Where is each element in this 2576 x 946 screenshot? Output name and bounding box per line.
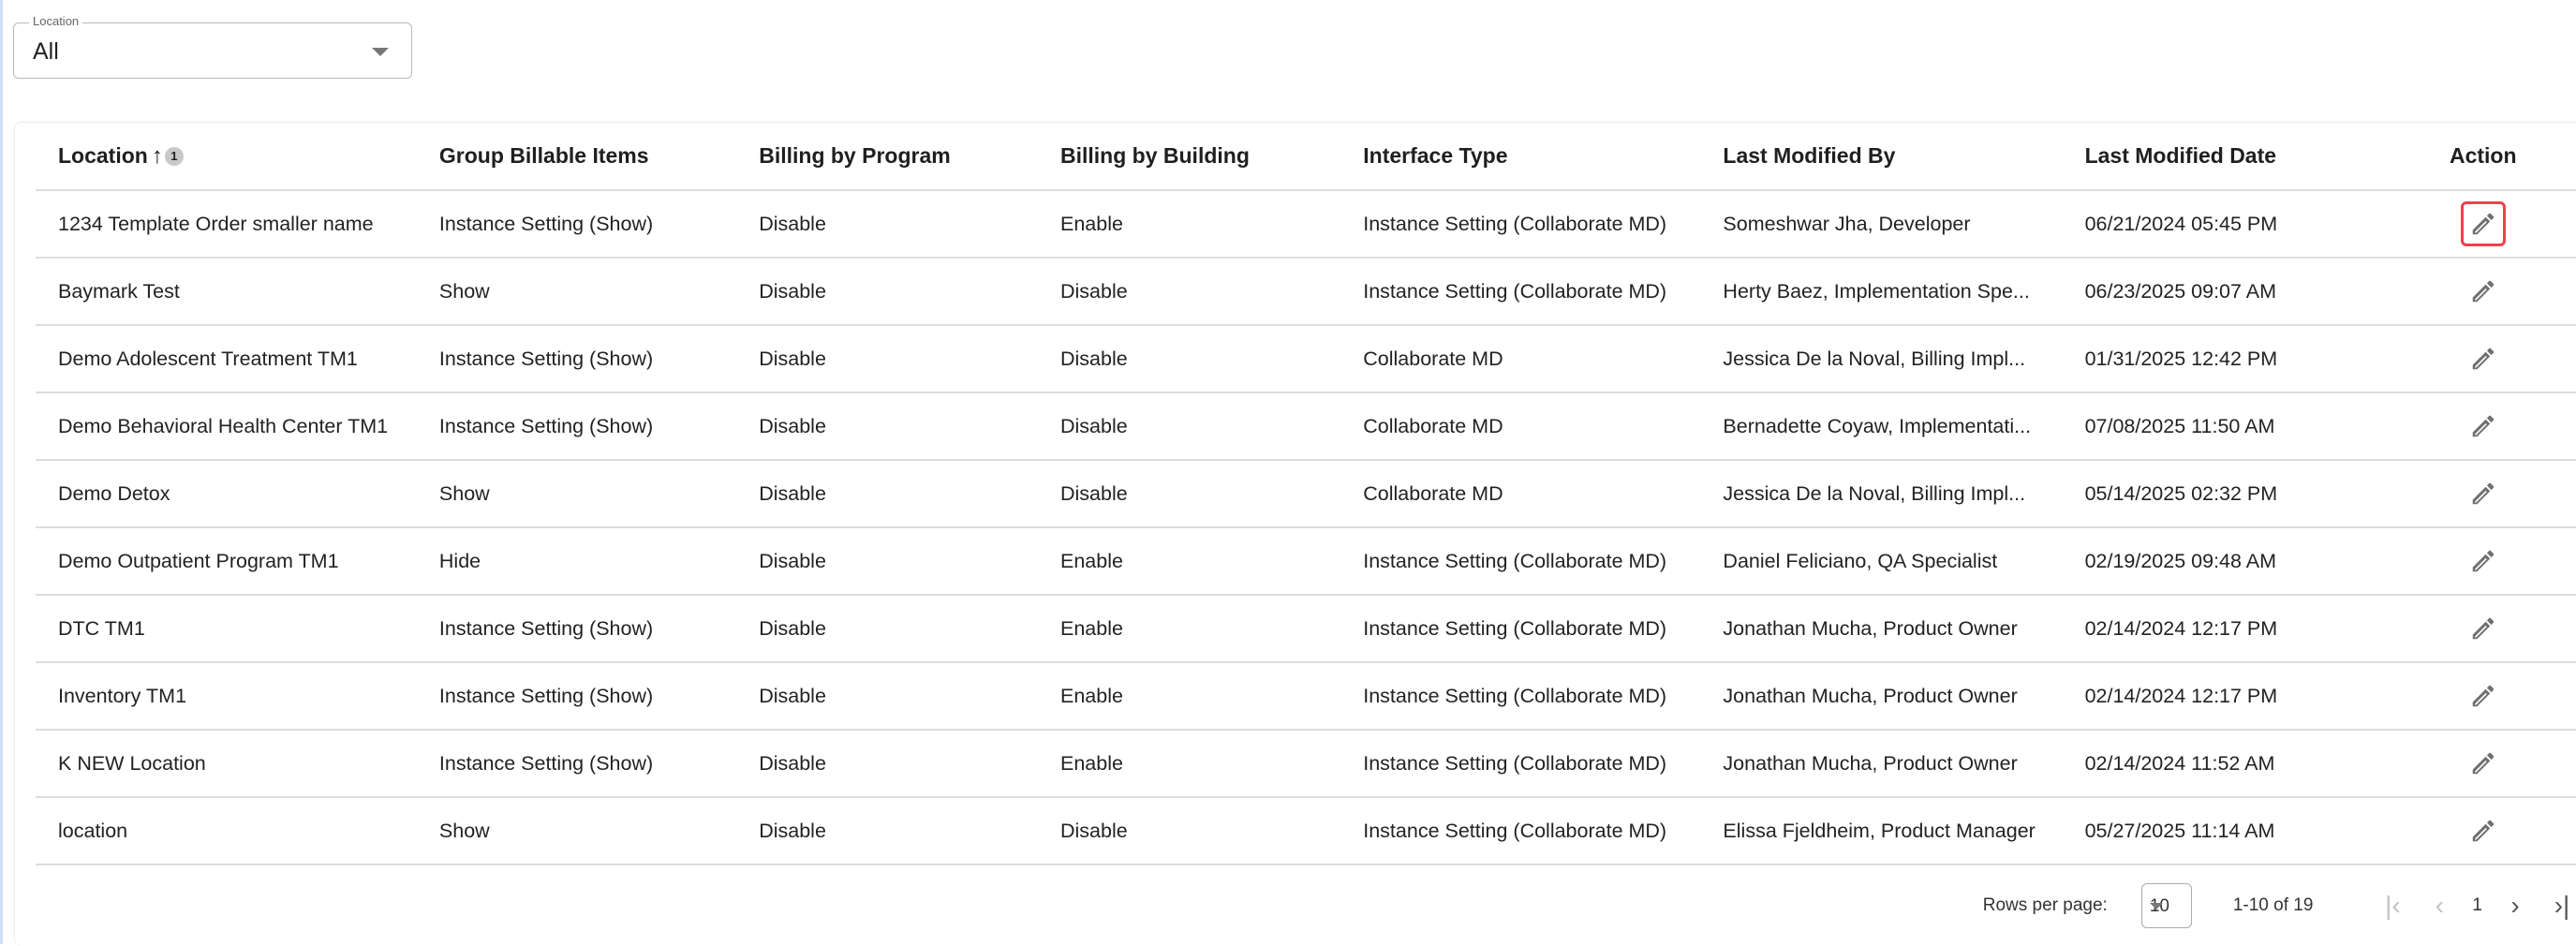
table-cell: 05/27/2025 11:14 AM	[2085, 797, 2387, 865]
location-filter-value: All	[33, 38, 59, 65]
pencil-icon	[2469, 277, 2497, 305]
column-header[interactable]	[1723, 123, 2084, 190]
table-cell: Disable	[759, 258, 1060, 325]
column-header[interactable]	[759, 123, 1060, 190]
table-cell: Jonathan Mucha, Product Owner	[1723, 730, 2084, 797]
column-header-label: Billing by Program	[759, 143, 951, 168]
table-cell: Disable	[1060, 258, 1363, 325]
action-cell	[2386, 190, 2576, 258]
column-header[interactable]	[36, 123, 439, 190]
action-cell	[2386, 392, 2576, 460]
table-cell: Jonathan Mucha, Product Owner	[1723, 662, 2084, 730]
table-cell: Instance Setting (Show)	[439, 730, 759, 797]
action-cell	[2386, 258, 2576, 325]
table-row[interactable]	[36, 797, 2576, 865]
pagination	[1983, 883, 2576, 928]
table-cell: 1234 Template Order smaller name	[36, 190, 439, 258]
sort-ascending-icon[interactable]: ↑	[151, 142, 163, 169]
table-cell: Herty Baez, Implementation Spe...	[1723, 258, 2084, 325]
table-row[interactable]	[36, 730, 2576, 797]
table-cell: Disable	[1060, 392, 1363, 460]
table-cell: Enable	[1060, 527, 1363, 595]
table-cell: Instance Setting (Show)	[439, 325, 759, 392]
action-cell	[2386, 595, 2576, 662]
column-header[interactable]	[2085, 123, 2387, 190]
table-cell: Bernadette Coyaw, Implementati...	[1723, 392, 2084, 460]
table-cell: Disable	[1060, 325, 1363, 392]
table-row[interactable]	[36, 662, 2576, 730]
table-row[interactable]	[36, 190, 2576, 258]
column-header[interactable]	[2386, 123, 2576, 190]
table-cell: Enable	[1060, 595, 1363, 662]
table-cell: Disable	[759, 595, 1060, 662]
table-cell: Instance Setting (Collaborate MD)	[1363, 797, 1723, 865]
table-cell: 06/23/2025 09:07 AM	[2085, 258, 2387, 325]
table-cell: DTC TM1	[36, 595, 439, 662]
table-cell: Inventory TM1	[36, 662, 439, 730]
table-row[interactable]	[36, 460, 2576, 527]
table-row[interactable]	[36, 258, 2576, 325]
rows-per-page-label: Rows per page:	[1982, 895, 2108, 915]
pencil-icon	[2469, 345, 2497, 373]
column-header-label: Last Modified Date	[2084, 143, 2277, 168]
table-cell: Instance Setting (Collaborate MD)	[1363, 595, 1723, 662]
rows-per-page-value: 10	[2149, 896, 2169, 916]
table-row[interactable]	[36, 392, 2576, 460]
column-header[interactable]	[1060, 123, 1363, 190]
edit-button[interactable]	[2461, 741, 2506, 786]
rows-per-page-select[interactable]	[2141, 883, 2192, 928]
edit-button[interactable]	[2461, 336, 2506, 381]
table-cell: 01/31/2025 12:42 PM	[2085, 325, 2387, 392]
column-header-label: Interface Type	[1363, 143, 1508, 168]
table-cell: Enable	[1060, 190, 1363, 258]
table-cell: Instance Setting (Show)	[439, 190, 759, 258]
table-cell: Instance Setting (Show)	[439, 662, 759, 730]
column-header-label: Last Modified By	[1723, 143, 1896, 168]
table-cell: Jessica De la Noval, Billing Impl...	[1723, 325, 2084, 392]
edit-button[interactable]	[2461, 471, 2506, 516]
table-cell: Show	[439, 460, 759, 527]
chevron-down-icon	[2150, 903, 2163, 909]
table-cell: Collaborate MD	[1363, 392, 1723, 460]
table-cell: Disable	[759, 730, 1060, 797]
pencil-icon	[2469, 682, 2497, 710]
table-cell: Disable	[759, 460, 1060, 527]
table-cell: Show	[439, 258, 759, 325]
locations-table-card	[14, 122, 2576, 946]
table-cell: Instance Setting (Show)	[439, 392, 759, 460]
table-cell: Baymark Test	[36, 258, 439, 325]
table-cell: Hide	[439, 527, 759, 595]
pencil-icon	[2469, 749, 2497, 777]
table-cell: Disable	[759, 325, 1060, 392]
table-cell: K NEW Location	[36, 730, 439, 797]
pencil-icon	[2469, 817, 2497, 845]
table-cell: 05/14/2025 02:32 PM	[2085, 460, 2387, 527]
table-cell: Instance Setting (Collaborate MD)	[1363, 527, 1723, 595]
prev-page-icon[interactable]: ‹	[2435, 891, 2445, 920]
pencil-icon	[2469, 210, 2497, 238]
pencil-icon	[2469, 614, 2497, 643]
action-cell	[2386, 460, 2576, 527]
table-row[interactable]	[36, 325, 2576, 392]
table-cell: Collaborate MD	[1363, 325, 1723, 392]
table-row[interactable]	[36, 527, 2576, 595]
edit-button[interactable]	[2461, 808, 2506, 853]
table-cell: Jessica De la Noval, Billing Impl...	[1723, 460, 2084, 527]
edit-button[interactable]	[2461, 201, 2506, 246]
table-cell: Demo Adolescent Treatment TM1	[36, 325, 439, 392]
table-cell: Disable	[759, 662, 1060, 730]
table-cell: Demo Behavioral Health Center TM1	[36, 392, 439, 460]
table-cell: Demo Outpatient Program TM1	[36, 527, 439, 595]
table-cell: 02/14/2024 12:17 PM	[2085, 662, 2387, 730]
column-header-label: Location	[58, 142, 148, 168]
table-cell: Enable	[1060, 730, 1363, 797]
column-header-label: Group Billable Items	[438, 143, 649, 168]
table-cell: Disable	[1060, 797, 1363, 865]
table-cell: location	[36, 797, 439, 865]
column-header[interactable]	[1363, 123, 1723, 190]
table-cell: Instance Setting (Collaborate MD)	[1363, 190, 1723, 258]
pencil-icon	[2469, 547, 2497, 575]
last-page-icon[interactable]: ›|	[2554, 891, 2570, 920]
pencil-icon	[2469, 480, 2497, 508]
table-cell: Instance Setting (Collaborate MD)	[1363, 730, 1723, 797]
action-cell	[2386, 527, 2576, 595]
action-cell	[2386, 730, 2576, 797]
table-cell: Jonathan Mucha, Product Owner	[1723, 595, 2084, 662]
next-page-icon[interactable]: ›	[2510, 891, 2520, 920]
action-cell	[2386, 797, 2576, 865]
table-cell: Someshwar Jha, Developer	[1723, 190, 2084, 258]
table-cell: 02/14/2024 11:52 AM	[2085, 730, 2387, 797]
column-header-label: Action	[2449, 143, 2517, 168]
edit-button[interactable]	[2461, 404, 2506, 449]
table-cell: Instance Setting (Collaborate MD)	[1363, 662, 1723, 730]
table-cell: Instance Setting (Show)	[439, 595, 759, 662]
table-cell: Show	[439, 797, 759, 865]
column-header[interactable]	[439, 123, 759, 190]
pencil-icon	[2469, 412, 2497, 440]
sort-order-badge: 1	[165, 147, 184, 166]
table-cell: Elissa Fjeldheim, Product Manager	[1723, 797, 2084, 865]
table-cell: Disable	[759, 392, 1060, 460]
table-cell: 02/19/2025 09:48 AM	[2085, 527, 2387, 595]
table-cell: 02/14/2024 12:17 PM	[2085, 595, 2387, 662]
table-cell: Instance Setting (Collaborate MD)	[1363, 258, 1723, 325]
edit-button[interactable]	[2461, 539, 2506, 584]
location-filter-select[interactable]	[13, 14, 412, 79]
table-cell: Demo Detox	[36, 460, 439, 527]
first-page-icon[interactable]: |‹	[2385, 891, 2401, 920]
column-header-label: Billing by Building	[1060, 143, 1250, 168]
edit-button[interactable]	[2461, 269, 2506, 314]
table-cell: Collaborate MD	[1363, 460, 1723, 527]
edit-button[interactable]	[2461, 606, 2506, 651]
table-cell: Enable	[1060, 662, 1363, 730]
action-cell	[2386, 662, 2576, 730]
current-page: 1	[2472, 895, 2482, 915]
locations-table	[36, 123, 2576, 865]
action-cell	[2386, 325, 2576, 392]
table-cell: Daniel Feliciano, QA Specialist	[1723, 527, 2084, 595]
table-cell: 07/08/2025 11:50 AM	[2085, 392, 2387, 460]
table-cell: Disable	[759, 797, 1060, 865]
table-cell: Disable	[759, 190, 1060, 258]
edit-button[interactable]	[2461, 673, 2506, 718]
table-cell: Disable	[759, 527, 1060, 595]
table-row[interactable]	[36, 595, 2576, 662]
chevron-down-icon	[372, 48, 389, 56]
location-filter-label: Location	[29, 14, 82, 28]
table-cell: 06/21/2024 05:45 PM	[2085, 190, 2387, 258]
table-cell: Disable	[1060, 460, 1363, 527]
page-range: 1-10 of 19	[2232, 895, 2314, 915]
